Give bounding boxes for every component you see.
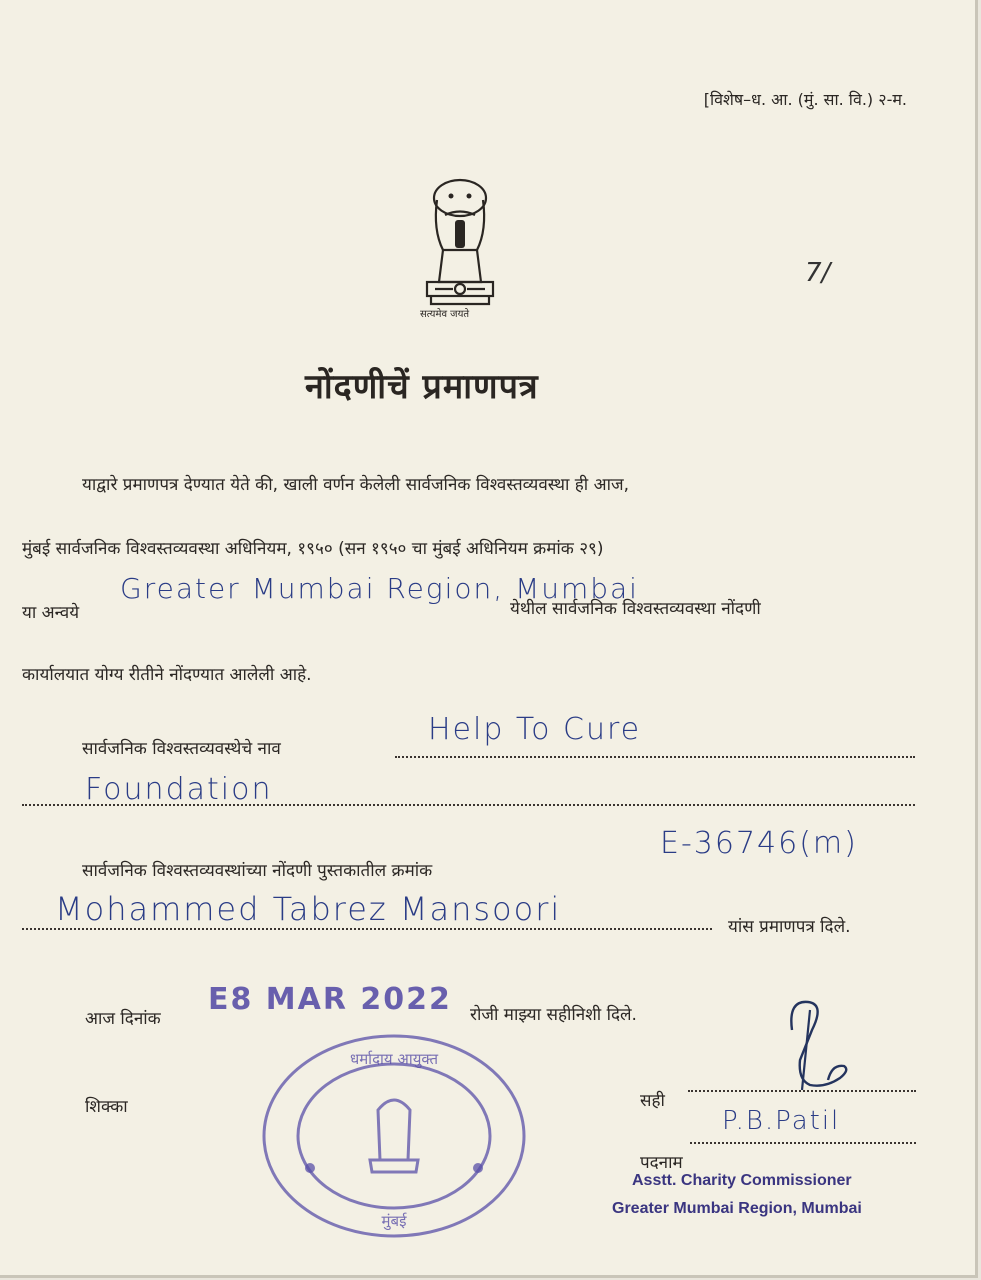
- seal-text-bottom: मुंबई: [381, 1212, 407, 1230]
- signature-icon: [770, 990, 870, 1100]
- date-prefix: आज दिनांक: [85, 1009, 161, 1029]
- reg-no-handwritten: E-36746(m): [660, 826, 858, 861]
- body-line-1: याद्वारे प्रमाणपत्र देण्यात येते की, खाली वर्णन केलेली सार्वजनिक विश्वस्तव्यवस्था ही आज,: [82, 475, 629, 495]
- body-line-3-prefix: या अन्वये: [22, 603, 80, 623]
- body-line-3-suffix: येथील सार्वजनिक विश्वस्तव्यवस्था नोंदणी: [510, 599, 761, 619]
- stamp-line-1: Asstt. Charity Commissioner: [632, 1172, 852, 1189]
- date-suffix: रोजी माझ्या सहीनिशी दिले.: [470, 1005, 637, 1025]
- certificate-title: नोंदणीचें प्रमाणपत्र: [305, 367, 539, 407]
- body-line-2: मुंबई सार्वजनिक विश्वस्तव्यवस्था अधिनियम, १९५० (सन १९५० चा मुंबई अधिनियम क्रमांक २९): [22, 539, 604, 559]
- stamp-line-2: Greater Mumbai Region, Mumbai: [612, 1200, 862, 1217]
- trust-name-handwritten-2: Foundation: [85, 772, 273, 807]
- designation-label: पदनाम: [640, 1153, 683, 1173]
- signatory-name: P.B.Patil: [722, 1106, 841, 1136]
- reg-no-label: सार्वजनिक विश्वस्तव्यवस्थांच्या नोंदणी पुस्तकातील क्रमांक: [82, 861, 433, 881]
- sign-label: सही: [640, 1091, 665, 1111]
- emblem-motto: सत्यमेव जयते: [420, 309, 470, 320]
- form-code: [विशेष–ध. आ. (मुं. सा. वि.) २-म.: [703, 90, 907, 109]
- seal-label: शिक्का: [85, 1097, 128, 1117]
- trust-name-handwritten-1: Help To Cure: [428, 712, 642, 747]
- region-handwritten: Greater Mumbai Region, Mumbai: [120, 572, 639, 605]
- recipient-handwritten: Mohammed Tabrez Mansoori: [55, 890, 562, 928]
- recipient-suffix: यांस प्रमाणपत्र दिले.: [728, 917, 851, 937]
- corner-mark: 7/: [805, 258, 831, 288]
- seal-text-top: धर्मादाय आयुक्त: [349, 1050, 439, 1068]
- date-stamp: E8 MAR 2022: [208, 982, 452, 1017]
- body-line-4: कार्यालयात योग्य रीतीने नोंदण्यात आलेली आहे.: [22, 665, 312, 685]
- trust-name-label: सार्वजनिक विश्वस्तव्यवस्थेचे नाव: [82, 739, 281, 759]
- designation-dotline: [690, 1136, 916, 1144]
- official-seal-icon: [258, 1030, 530, 1242]
